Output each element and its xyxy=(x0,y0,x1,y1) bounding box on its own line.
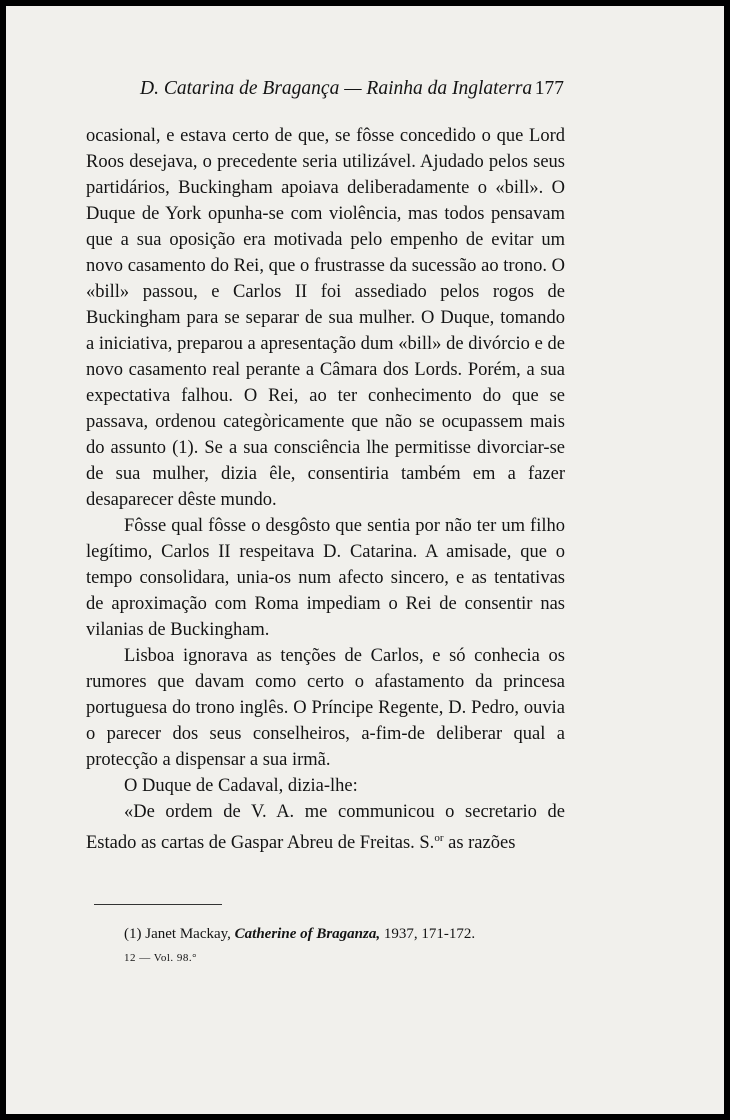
paragraph-1-continuation: . Se a sua consciência lhe permitisse divorciar-se de sua mulher, dizia êle, consentiria também em a fazer desaparecer dêste mundo. xyxy=(86,438,566,510)
footnote-author: Janet Mackay, xyxy=(145,926,231,942)
paragraph-4: O Duque de Cadaval, dizia-lhe: xyxy=(124,776,358,796)
quote-text: «De ordem de V. A. me communicou o secretario de Estado as cartas de Gaspar Abreu de Freitas. S. xyxy=(86,802,565,854)
paragraph-1 xyxy=(86,123,565,513)
book-page xyxy=(6,6,724,1114)
paragraph-3: Lisboa ignorava as tenções de Carlos, e só conhecia os rumores que davam como certo o afastamento da princesa portuguesa do trono inglês. O Príncipe Regente, D. Pedro, ouvia o parecer dos seus conselheiros, a-fim-de deliberar qual a protecção a dispensar a sua irmã. xyxy=(86,646,565,770)
footnote-details: 1937, 171-172. xyxy=(383,926,476,942)
footnote-work: Catherine of Braganza, xyxy=(234,926,381,942)
paragraph-1-text: ocasional, e estava certo de que, se fôsse concedido o que Lord Roos desejava, o precedente seria utilizável. Ajudado pelos seus partidários, Buckingham apoiava deliberadamente o «bill». O Duque de York opunha-se com violência, mas todos pensavam que a sua oposição era motivada pelo empenho de evitar um novo casamento do Rei, que o frustrasse da sucessão ao trono. O «bill» passou, e Carlos II foi assediado pelos rogos de Buckingham para se separar de sua mulher. O Duque, tomando a iniciativa, preparou a apresentação dum «bill» de divórcio e de novo casamento real perante a Câmara dos Lords. Porém, a sua expectativa falhou. O Rei, ao ter conhecimento do que se passava, ordenou categòricamente que não se ocupassem mais do assunto xyxy=(86,126,565,458)
footnote xyxy=(124,926,564,943)
running-title: D. Catarina de Bragança — Rainha da Inglaterra xyxy=(140,78,533,99)
footnote-marker: (1) xyxy=(124,926,142,942)
quote-superscript: or xyxy=(434,832,444,844)
paragraph-2: Fôsse qual fôsse o desgôsto que sentia por não ter um filho legítimo, Carlos II respeitava D. Catarina. A amisade, que o tempo consolidara, unia-os num afecto sincero, e as tentativas de aproximação com Roma impediam o Rei de consentir nas vilanias de Buckingham. xyxy=(86,516,565,640)
printer-signature: 12 — Vol. 98.° xyxy=(124,952,198,964)
page-number: 177 xyxy=(534,78,564,99)
footnote-separator xyxy=(94,904,222,905)
body-text xyxy=(86,123,565,856)
paragraph-5-quote xyxy=(86,799,565,856)
quote-continuation: as razões xyxy=(443,833,516,854)
footnote-reference: (1) xyxy=(172,438,194,458)
